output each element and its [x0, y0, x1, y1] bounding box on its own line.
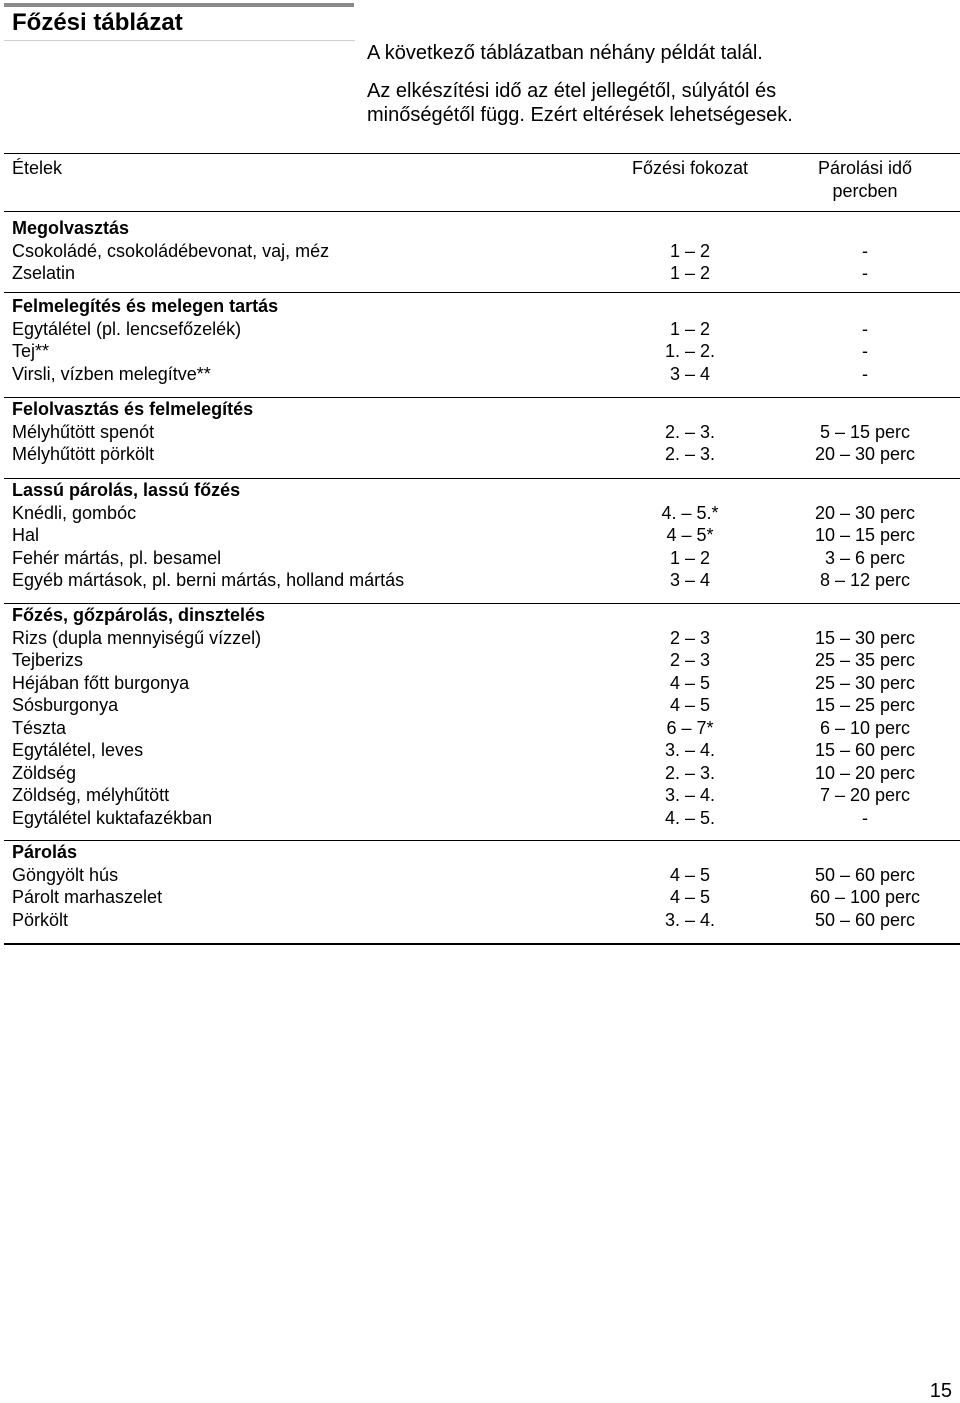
level-cell: 4. – 5. [664, 807, 716, 828]
group-divider [4, 603, 960, 604]
food-cell: Tejberizs [12, 650, 84, 670]
group-divider [4, 397, 960, 398]
page-title: Főzési táblázat [12, 9, 183, 36]
level-cell: 4 – 5 [669, 695, 711, 715]
table-row [0, 717, 960, 740]
group-title: Megolvasztás [12, 218, 130, 238]
food-cell: Knédli, gombóc [12, 502, 137, 523]
table-row [0, 627, 960, 650]
table-row [0, 502, 960, 525]
column-header-level: Főzési fokozat [631, 158, 749, 178]
table-row [0, 762, 960, 785]
time-cell: 8 – 12 perc [819, 570, 911, 590]
food-cell: Tej** [12, 341, 50, 361]
time-cell: 6 – 10 perc [819, 717, 911, 738]
level-cell: 2. – 3. [664, 444, 716, 464]
food-cell: Tészta [12, 717, 67, 738]
table-group [0, 295, 960, 385]
food-cell: Virsli, vízben melegítve** [12, 363, 211, 384]
level-cell: 2 – 3 [669, 627, 711, 648]
time-cell: - [862, 363, 868, 384]
header-rule [4, 3, 354, 7]
table-row [0, 240, 960, 263]
table-row [0, 443, 960, 466]
level-cell: 4 – 5 [669, 864, 711, 885]
table-row [0, 864, 960, 887]
level-cell: 4. – 5.* [661, 502, 719, 523]
food-cell: Pörkölt [12, 909, 69, 930]
page-number: 15 [929, 1380, 952, 1402]
time-cell: 10 – 15 perc [814, 525, 916, 545]
time-cell: 25 – 35 perc [814, 650, 916, 670]
food-cell: Egytálétel, leves [12, 740, 144, 760]
food-cell: Zöldség, mélyhűtött [12, 785, 170, 805]
food-cell: Csokoládé, csokoládébevonat, vaj, méz [12, 240, 330, 261]
table-row [0, 340, 960, 363]
column-header-time-line1: Párolási idő [817, 158, 913, 178]
level-cell: 3 – 4 [669, 570, 711, 590]
time-cell: 20 – 30 perc [814, 502, 916, 523]
food-cell: Egytálétel kuktafazékban [12, 807, 213, 828]
level-cell: 1. – 2. [664, 341, 716, 361]
table-row [0, 262, 960, 285]
table-row [0, 547, 960, 570]
table-row [0, 649, 960, 672]
level-cell: 1 – 2 [669, 240, 711, 261]
level-cell: 4 – 5 [669, 887, 711, 907]
level-cell: 2 – 3 [669, 650, 711, 670]
time-cell: 50 – 60 perc [814, 864, 916, 885]
time-cell: 25 – 30 perc [814, 672, 916, 693]
group-title: Felolvasztás és felmelegítés [12, 399, 254, 419]
level-cell: 4 – 5 [669, 672, 711, 693]
table-row [0, 694, 960, 717]
level-cell: 3. – 4. [664, 740, 716, 760]
level-cell: 3. – 4. [664, 909, 716, 930]
food-cell: Sósburgonya [12, 695, 119, 715]
intro-line-3: minőségétől függ. Ezért eltérések lehetségesek. [367, 104, 793, 126]
time-cell: 10 – 20 perc [814, 762, 916, 783]
table-row [0, 569, 960, 592]
table-group [0, 398, 960, 466]
table-row [0, 784, 960, 807]
intro-line-2: Az elkészítési idő az étel jellegétől, súlyától és [367, 80, 777, 102]
food-cell: Egytálétel (pl. lencsefőzelék) [12, 318, 242, 339]
time-cell: - [862, 318, 868, 339]
time-cell: 7 – 20 perc [819, 785, 911, 805]
level-cell: 1 – 2 [669, 547, 711, 568]
header-divider [4, 40, 355, 41]
time-cell: - [862, 341, 868, 361]
level-cell: 4 – 5* [666, 525, 714, 545]
table-row [0, 318, 960, 341]
food-cell: Hal [12, 525, 40, 545]
level-cell: 6 – 7* [666, 717, 714, 738]
food-cell: Héjában főtt burgonya [12, 672, 190, 693]
time-cell: - [862, 263, 868, 283]
level-cell: 2. – 3. [664, 762, 716, 783]
time-cell: 50 – 60 perc [814, 909, 916, 930]
table-row [0, 739, 960, 762]
level-cell: 3. – 4. [664, 785, 716, 805]
food-cell: Göngyölt hús [12, 864, 119, 885]
food-cell: Rizs (dupla mennyiségű vízzel) [12, 627, 262, 648]
food-cell: Egyéb mártások, pl. berni mártás, holland mártás [12, 570, 405, 590]
table-row [0, 886, 960, 909]
level-cell: 2. – 3. [664, 421, 716, 442]
column-header-time [790, 157, 940, 203]
group-title: Főzés, gőzpárolás, dinsztelés [12, 605, 266, 625]
time-cell: 20 – 30 perc [814, 444, 916, 464]
time-cell: - [862, 807, 868, 828]
food-cell: Párolt marhaszelet [12, 887, 163, 907]
group-title: Lassú párolás, lassú főzés [12, 480, 241, 500]
time-cell: 15 – 25 perc [814, 695, 916, 715]
group-divider [4, 292, 960, 293]
column-header-food: Ételek [12, 158, 63, 178]
table-header-rule [4, 211, 960, 212]
table-top-rule [4, 153, 960, 154]
group-title: Párolás [12, 842, 78, 862]
table-bottom-rule [4, 943, 960, 945]
group-divider [4, 478, 960, 479]
level-cell: 1 – 2 [669, 318, 711, 339]
level-cell: 3 – 4 [669, 363, 711, 384]
time-cell: 5 – 15 perc [819, 421, 911, 442]
time-cell: 3 – 6 perc [824, 547, 906, 568]
group-divider [4, 840, 960, 841]
column-header-time-line2: percben [832, 181, 898, 201]
table-row [0, 807, 960, 830]
table-row [0, 909, 960, 932]
group-title: Felmelegítés és melegen tartás [12, 296, 279, 316]
table-row [0, 421, 960, 444]
food-cell: Mélyhűtött pörkölt [12, 444, 155, 464]
time-cell: 15 – 30 perc [814, 627, 916, 648]
intro-line-1: A következő táblázatban néhány példát talál. [367, 42, 763, 64]
time-cell: 15 – 60 perc [814, 740, 916, 760]
level-cell: 1 – 2 [669, 263, 711, 283]
time-cell: - [862, 240, 868, 261]
food-cell: Mélyhűtött spenót [12, 421, 155, 442]
food-cell: Zselatin [12, 263, 76, 283]
table-group [0, 479, 960, 592]
table-group [0, 217, 960, 285]
time-cell: 60 – 100 perc [809, 887, 921, 907]
table-group [0, 841, 960, 931]
food-cell: Zöldség [12, 762, 77, 783]
table-row [0, 524, 960, 547]
table-row [0, 363, 960, 386]
food-cell: Fehér mártás, pl. besamel [12, 547, 222, 568]
table-row [0, 672, 960, 695]
table-group [0, 604, 960, 829]
